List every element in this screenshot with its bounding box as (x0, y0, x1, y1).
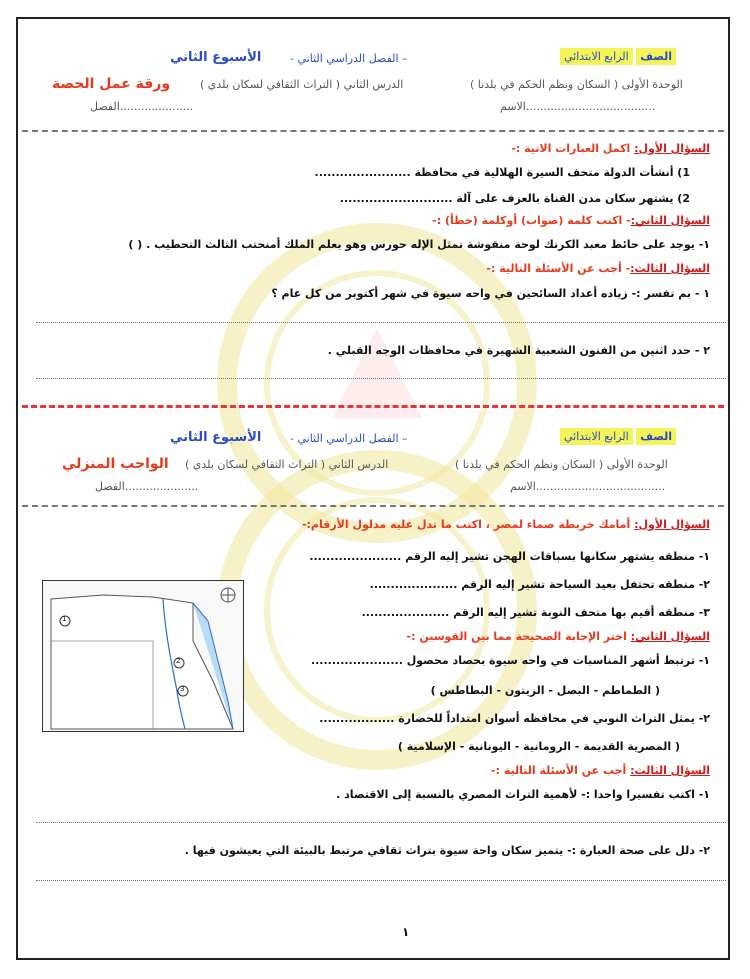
hw-q3-item-1: ١- اكتب تفسيرا واحدا :- لأهمية التراث المصري بالنسبة إلى الاقتصاد . (336, 788, 710, 801)
hw-q3-item-2: ٢- دلل على صحة العبارة :- يتميز سكان واحة سيوة بتراث ثقافي مرتبط بالبيئة التي يعيشون فيها . (184, 844, 710, 857)
cw-q3-item-1: ١ - بم تفسر :- زياده أعداد السائحين في واحه سيوة في شهر أكتوبر من كل عام ؟ (271, 287, 710, 300)
cw-q1-heading: السؤال الأول: اكمل العبارات الاتية :- (511, 142, 710, 155)
homework-title: الواجب المنزلي (62, 456, 169, 472)
separator (22, 505, 724, 507)
cw-q3-heading: السؤال الثالث:- أجب عن الأسئلة التالية :- (486, 262, 710, 275)
header-grade (560, 50, 676, 63)
header-week: الأسبوع الثاني (170, 50, 262, 65)
sheet-type-title: ورقة عمل الحصة (52, 76, 171, 92)
cw-q2-heading: السؤال الثاني:- اكتب كلمة (صواب) أوكلمة (خطأ) :- (432, 214, 710, 227)
map-label-2: 2 (176, 657, 181, 665)
answer-line (36, 822, 726, 823)
hw-q1-item-3: ٣- منطقه أقيم بها متحف النوبة تشير إليه الرقم ..................... (361, 606, 710, 619)
map-label-3: 3 (180, 685, 185, 693)
section-divider (22, 405, 724, 408)
egypt-blank-map (42, 580, 244, 732)
hw-q1-item-1: ١- منطقه يشتهر سكانها بسباقات الهجن تشير إليه الرقم ...................... (309, 550, 710, 563)
answer-line (36, 880, 726, 881)
hw-q2-choices-2: ( المصرية القديمة - الرومانية - اليونانية - الإسلامية ) (397, 740, 680, 753)
map-label-1: 1 (62, 615, 67, 623)
page-number: ١ (402, 925, 410, 939)
hw-q2-item-2: ٢- يمثل التراث النوبي في محافظه أسوان امتداداً للحضارة .................. (319, 712, 710, 725)
egypt-map-drawing (43, 581, 243, 731)
header-week-2: الأسبوع الثاني (170, 430, 262, 445)
header-unit: الوحدة الأولى ( السكان ونظم الحكم في بلدنا ) (470, 78, 683, 91)
hw-q1-heading: السؤال الأول: أمامك خريطة صماء لمصر ، اكتب ما تدل عليه مدلول الأرقام:- (301, 518, 710, 531)
header-lesson: الدرس الثاني ( التراث الثقافي لسكان بلدي ) (200, 78, 404, 91)
hw-q2-choices-1: ( الطماطم - البصل - الزيتون - البطاطس ) (430, 684, 660, 697)
hw-q3-heading: السؤال الثالث: أجب عن الأسئلة التالية :- (491, 764, 710, 777)
answer-line (36, 378, 726, 379)
header-lesson-2: الدرس الثاني ( التراث الثقافي لسكان بلدي ) (185, 458, 389, 471)
separator (22, 130, 724, 132)
hw-q1-item-2: ٢- منطقه تحتفل بعيد السياحة تشير إليه الرقم ..................... (369, 578, 710, 591)
cw-q1-item-2: 2) يشتهر سكان مدن القناة بالعزف على آلة ........................... (339, 192, 690, 205)
header-unit-2: الوحدة الأولى ( السكان ونظم الحكم في بلدنا ) (455, 458, 668, 471)
grade-value: الرابع الابتدائي (560, 48, 633, 65)
header-term: - الفصل الدراسي الثاني – (290, 52, 408, 65)
class-field: الفصل..................... (90, 100, 194, 113)
header-grade-2: الصف الرابع الابتدائي (560, 430, 676, 443)
hw-q2-item-1: ١- ترتبط أشهر المناسبات في واحه سيوة بحصاد محصول ...................... (310, 654, 710, 667)
header-term-2: - الفصل الدراسي الثاني – (290, 432, 408, 445)
name-field-2: الاسم..................................... (510, 480, 666, 493)
name-field: الاسم..................................... (500, 100, 656, 113)
class-field-2: الفصل..................... (95, 480, 199, 493)
grade-label: الصف (636, 48, 676, 65)
cw-q2-item: ١- يوجد على حائط معبد الكرنك لوحة منقوشة تمثل الإله حورس وهو يعلم الملك أمنحتب الثالث التحطيب . ( ) (128, 238, 710, 251)
cw-q1-item-1: 1) أنشأت الدولة متحف السيرة الهلالية في محافظة ....................... (314, 166, 690, 179)
hw-q2-heading: السؤال الثاني: اختر الإجابة الصحيحة مما بين القوسين :- (406, 630, 710, 643)
answer-line (36, 322, 726, 323)
cw-q3-item-2: ٢ - حدد اثنين من الفنون الشعبية الشهيرة في محافظات الوجه القبلي . (327, 344, 710, 357)
